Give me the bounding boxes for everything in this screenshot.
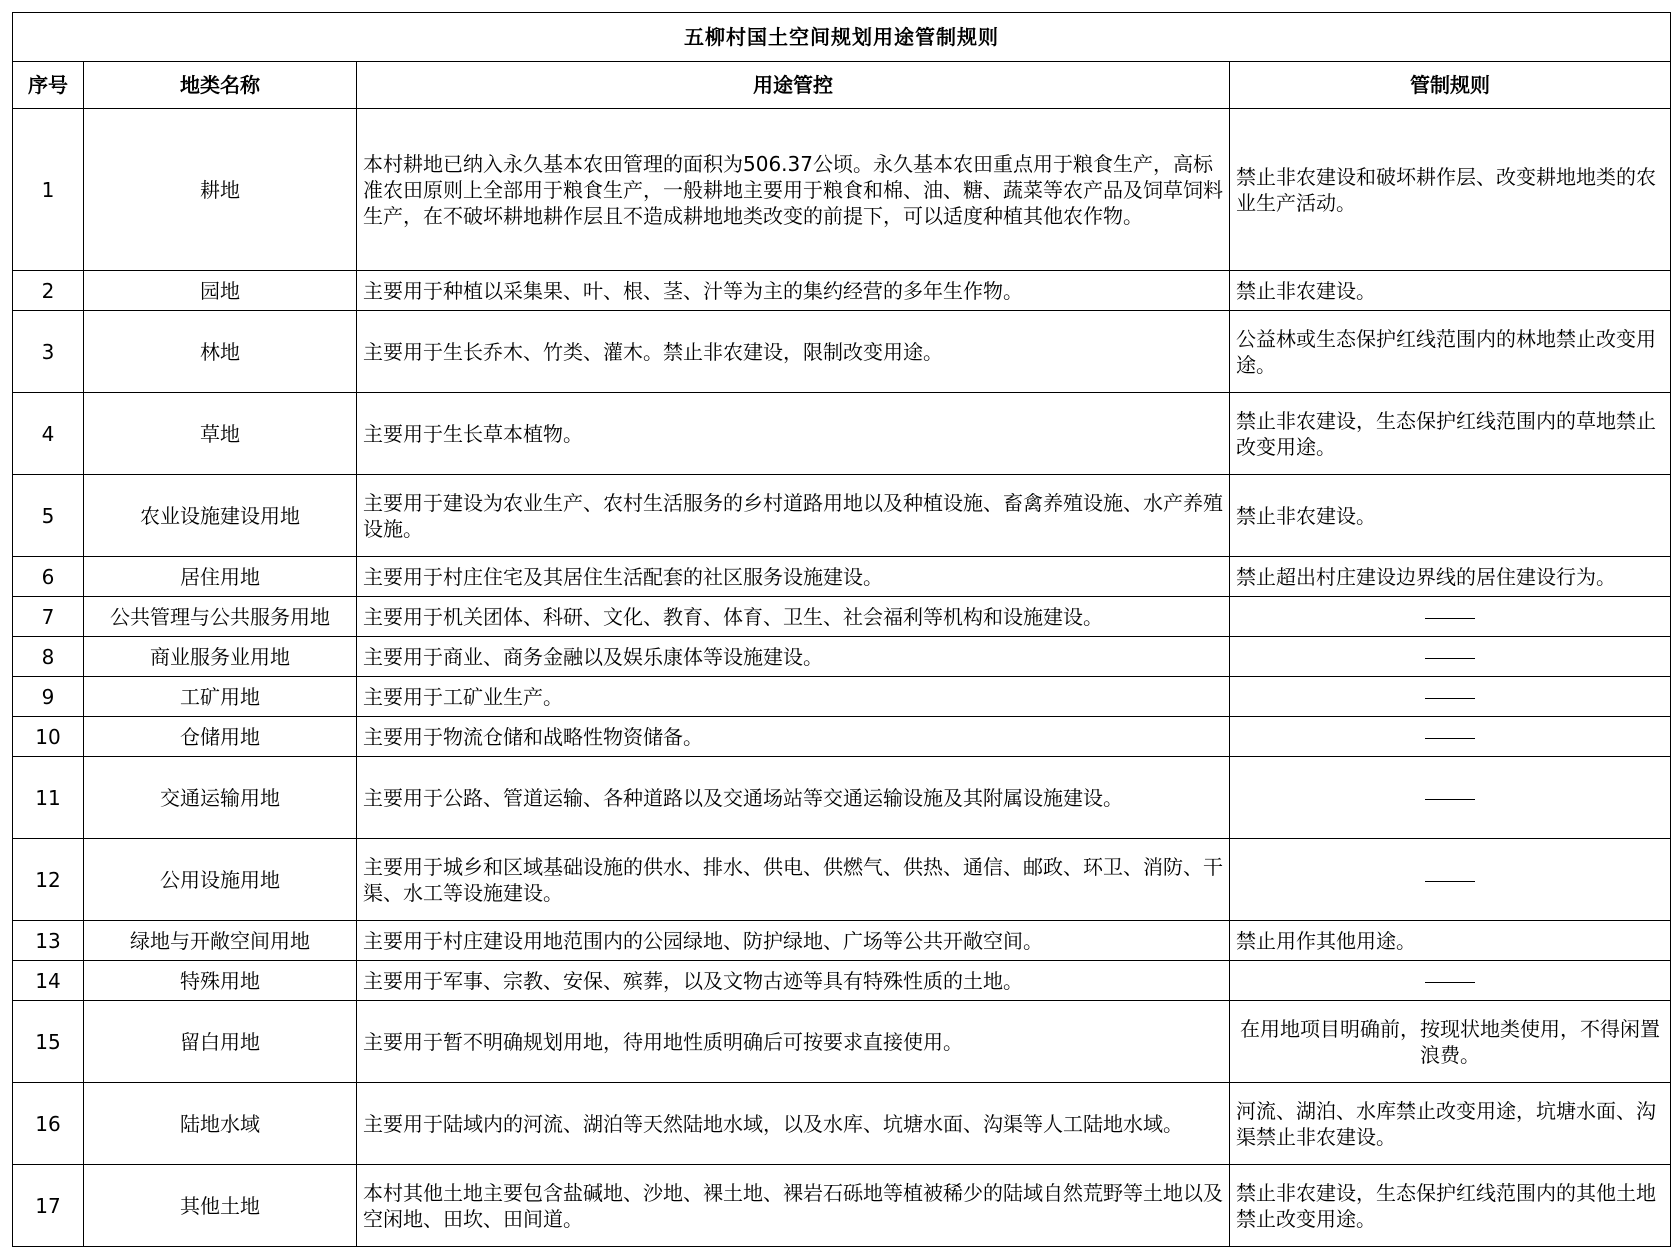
control-rule-text: 禁止用作其他用途。 — [1230, 921, 1671, 961]
row-number: 6 — [13, 557, 84, 597]
control-rule-empty — [1230, 677, 1671, 717]
land-type-name: 留白用地 — [84, 1001, 357, 1083]
header-row — [13, 62, 1671, 109]
table-row — [13, 637, 1671, 677]
use-control-text: 本村耕地已纳入永久基本农田管理的面积为506.37公顷。永久基本农田重点用于粮食生产，高标准农田原则上全部用于粮食生产，一般耕地主要用于粮食和棉、油、糖、蔬菜等农产品及饲草饲料生产，在不破坏耕地耕作层且不造成耕地地类改变的前提下，可以适度种植其他农作物。 — [357, 109, 1230, 271]
control-rule-text: 公益林或生态保护红线范围内的林地禁止改变用途。 — [1230, 311, 1671, 393]
row-number: 11 — [13, 757, 84, 839]
row-number: 3 — [13, 311, 84, 393]
use-control-text: 主要用于物流仓储和战略性物资储备。 — [357, 717, 1230, 757]
use-control-text: 主要用于商业、商务金融以及娱乐康体等设施建设。 — [357, 637, 1230, 677]
table-row — [13, 311, 1671, 393]
table-row — [13, 1001, 1671, 1083]
control-rule-text: 在用地项目明确前，按现状地类使用，不得闲置浪费。 — [1230, 1001, 1671, 1083]
row-number: 9 — [13, 677, 84, 717]
land-type-name: 耕地 — [84, 109, 357, 271]
use-control-text: 本村其他土地主要包含盐碱地、沙地、裸土地、裸岩石砾地等植被稀少的陆域自然荒野等土地以及空闲地、田坎、田间道。 — [357, 1165, 1230, 1247]
table-row — [13, 271, 1671, 311]
land-type-name: 特殊用地 — [84, 961, 357, 1001]
row-number: 17 — [13, 1165, 84, 1247]
empty-dash-mark — [1425, 799, 1475, 800]
header-rule: 管制规则 — [1230, 62, 1671, 109]
row-number: 13 — [13, 921, 84, 961]
use-control-text: 主要用于暂不明确规划用地，待用地性质明确后可按要求直接使用。 — [357, 1001, 1230, 1083]
use-control-text: 主要用于生长乔木、竹类、灌木。禁止非农建设，限制改变用途。 — [357, 311, 1230, 393]
land-type-name: 其他土地 — [84, 1165, 357, 1247]
land-type-name: 公用设施用地 — [84, 839, 357, 921]
control-rule-text: 禁止非农建设和破坏耕作层、改变耕地地类的农业生产活动。 — [1230, 109, 1671, 271]
table-row — [13, 961, 1671, 1001]
control-rule-text: 河流、湖泊、水库禁止改变用途，坑塘水面、沟渠禁止非农建设。 — [1230, 1083, 1671, 1165]
use-control-text: 主要用于生长草本植物。 — [357, 393, 1230, 475]
row-number: 1 — [13, 109, 84, 271]
row-number: 2 — [13, 271, 84, 311]
land-type-name: 绿地与开敞空间用地 — [84, 921, 357, 961]
table-row — [13, 921, 1671, 961]
empty-dash-mark — [1425, 738, 1475, 739]
header-name: 地类名称 — [84, 62, 357, 109]
header-no: 序号 — [13, 62, 84, 109]
land-type-name: 林地 — [84, 311, 357, 393]
use-control-text: 主要用于村庄建设用地范围内的公园绿地、防护绿地、广场等公共开敞空间。 — [357, 921, 1230, 961]
land-type-name: 园地 — [84, 271, 357, 311]
header-use: 用途管控 — [357, 62, 1230, 109]
control-rule-text: 禁止超出村庄建设边界线的居住建设行为。 — [1230, 557, 1671, 597]
title-row — [13, 13, 1671, 62]
empty-dash-mark — [1425, 982, 1475, 983]
row-number: 10 — [13, 717, 84, 757]
use-control-text: 主要用于村庄住宅及其居住生活配套的社区服务设施建设。 — [357, 557, 1230, 597]
row-number: 14 — [13, 961, 84, 1001]
table-row — [13, 839, 1671, 921]
table-row — [13, 597, 1671, 637]
row-number: 7 — [13, 597, 84, 637]
empty-dash-mark — [1425, 658, 1475, 659]
table-row — [13, 109, 1671, 271]
land-type-name: 陆地水域 — [84, 1083, 357, 1165]
control-rule-text: 禁止非农建设。 — [1230, 271, 1671, 311]
land-type-name: 工矿用地 — [84, 677, 357, 717]
table-row — [13, 757, 1671, 839]
land-type-name: 草地 — [84, 393, 357, 475]
empty-dash-mark — [1425, 698, 1475, 699]
document-sheet — [12, 12, 1670, 1247]
row-number: 16 — [13, 1083, 84, 1165]
control-rule-empty — [1230, 961, 1671, 1001]
table-row — [13, 717, 1671, 757]
row-number: 12 — [13, 839, 84, 921]
table-row — [13, 1083, 1671, 1165]
control-rule-text: 禁止非农建设。 — [1230, 475, 1671, 557]
land-type-name: 交通运输用地 — [84, 757, 357, 839]
use-control-text: 主要用于陆域内的河流、湖泊等天然陆地水域，以及水库、坑塘水面、沟渠等人工陆地水域。 — [357, 1083, 1230, 1165]
control-rule-text: 禁止非农建设，生态保护红线范围内的草地禁止改变用途。 — [1230, 393, 1671, 475]
use-control-text: 主要用于建设为农业生产、农村生活服务的乡村道路用地以及种植设施、畜禽养殖设施、水产养殖设施。 — [357, 475, 1230, 557]
table-body — [13, 109, 1671, 1247]
use-control-text: 主要用于工矿业生产。 — [357, 677, 1230, 717]
table-row — [13, 475, 1671, 557]
control-rule-empty — [1230, 839, 1671, 921]
row-number: 15 — [13, 1001, 84, 1083]
table-row — [13, 557, 1671, 597]
empty-dash-mark — [1425, 881, 1475, 882]
use-control-text: 主要用于种植以采集果、叶、根、茎、汁等为主的集约经营的多年生作物。 — [357, 271, 1230, 311]
use-control-text: 主要用于城乡和区域基础设施的供水、排水、供电、供燃气、供热、通信、邮政、环卫、消防、干渠、水工等设施建设。 — [357, 839, 1230, 921]
use-control-text: 主要用于公路、管道运输、各种道路以及交通场站等交通运输设施及其附属设施建设。 — [357, 757, 1230, 839]
control-rule-empty — [1230, 637, 1671, 677]
control-rule-empty — [1230, 757, 1671, 839]
table-row — [13, 393, 1671, 475]
land-type-name: 居住用地 — [84, 557, 357, 597]
control-rule-text: 禁止非农建设，生态保护红线范围内的其他土地禁止改变用途。 — [1230, 1165, 1671, 1247]
land-use-rules-table — [12, 12, 1671, 1247]
row-number: 8 — [13, 637, 84, 677]
control-rule-empty — [1230, 717, 1671, 757]
table-title: 五柳村国土空间规划用途管制规则 — [13, 13, 1671, 62]
row-number: 4 — [13, 393, 84, 475]
land-type-name: 农业设施建设用地 — [84, 475, 357, 557]
land-type-name: 商业服务业用地 — [84, 637, 357, 677]
use-control-text: 主要用于军事、宗教、安保、殡葬，以及文物古迹等具有特殊性质的土地。 — [357, 961, 1230, 1001]
land-type-name: 仓储用地 — [84, 717, 357, 757]
table-row — [13, 1165, 1671, 1247]
use-control-text: 主要用于机关团体、科研、文化、教育、体育、卫生、社会福利等机构和设施建设。 — [357, 597, 1230, 637]
table-row — [13, 677, 1671, 717]
land-type-name: 公共管理与公共服务用地 — [84, 597, 357, 637]
empty-dash-mark — [1425, 618, 1475, 619]
control-rule-empty — [1230, 597, 1671, 637]
row-number: 5 — [13, 475, 84, 557]
